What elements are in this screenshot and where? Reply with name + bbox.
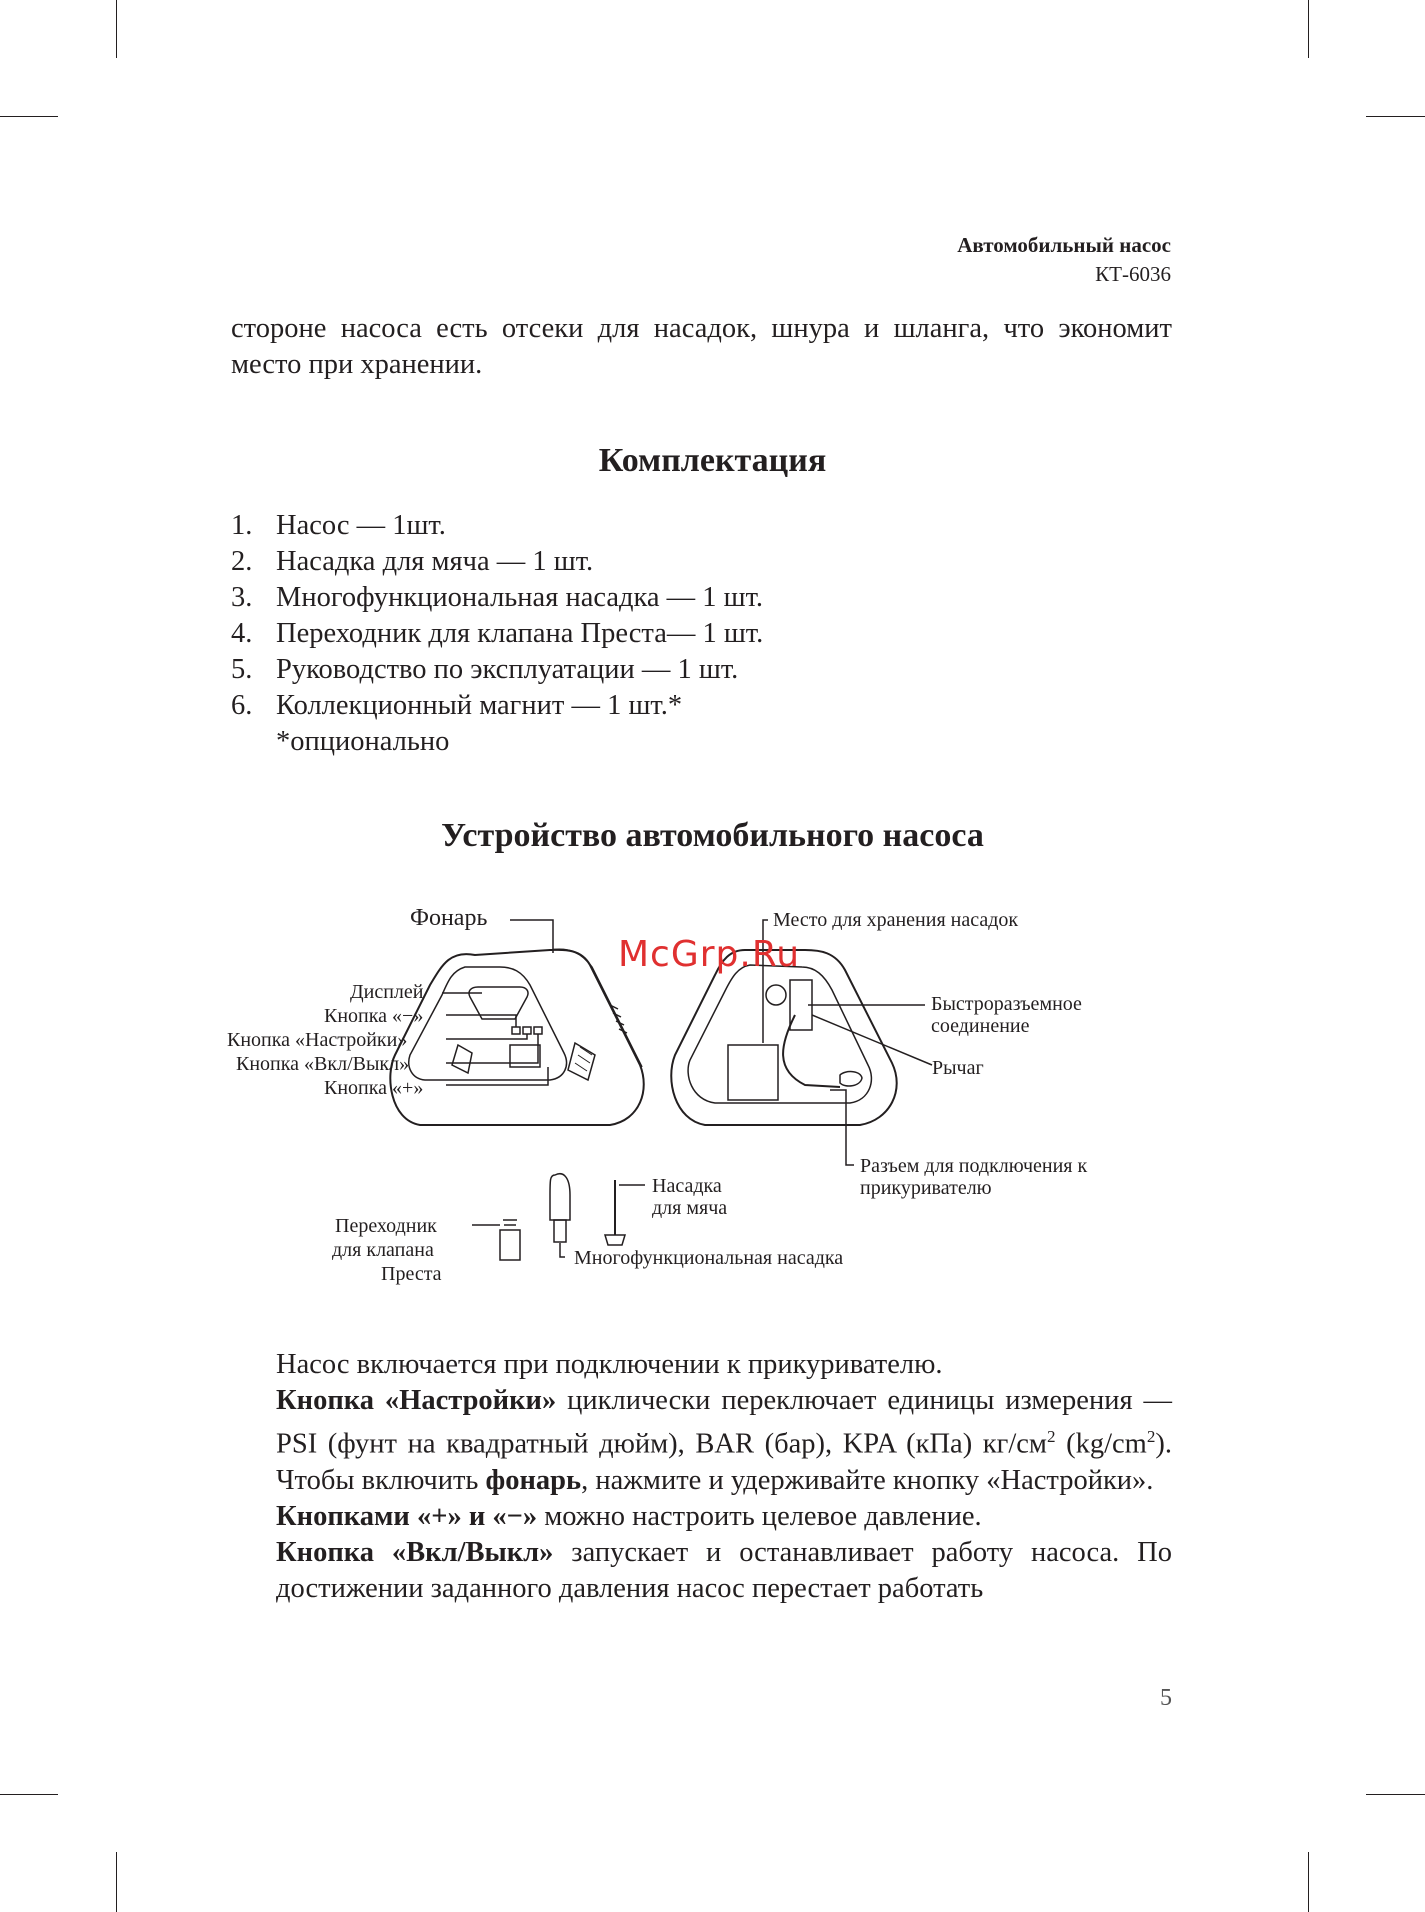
label-socket-1: Разъем для подключения к — [860, 1155, 1088, 1177]
section-title-device: Устройство автомобильного насоса — [441, 817, 984, 854]
label-socket-2: прикуривателю — [860, 1177, 992, 1199]
running-header-model: КТ-6036 — [1095, 262, 1171, 286]
label-presta-1: Переходник — [335, 1215, 437, 1237]
label-lever: Рычаг — [932, 1057, 984, 1079]
crop-mark — [116, 1852, 117, 1912]
list-item: 3. Многофункциональная насадка — 1 шт. — [231, 582, 764, 613]
label-flashlight: Фонарь — [410, 905, 488, 931]
crop-mark — [0, 116, 58, 117]
list-item: 5. Руководство по эксплуатации — 1 шт. — [231, 654, 739, 685]
crop-mark — [1308, 1852, 1309, 1912]
list-item: 4. Переходник для клапана Преста— 1 шт. — [231, 618, 764, 649]
label-ball-nozzle-2: для мяча — [652, 1197, 728, 1219]
label-quick-connect-2: соединение — [931, 1015, 1030, 1037]
list-note: *опционально — [276, 726, 450, 757]
list-item: 6. Коллекционный магнит — 1 шт.* — [231, 690, 683, 721]
section-title-kit: Комплектация — [598, 442, 827, 479]
label-presta-3: Преста — [381, 1263, 442, 1285]
paragraph: Кнопка «Вкл/Выкл» запускает и останавливает работу насоса. По достижении заданного давления насос перестает работать — [276, 1536, 1172, 1604]
running-header-title: Автомобильный насос — [957, 233, 1171, 257]
label-presta-2: для клапана — [332, 1239, 434, 1261]
label-minus-button: Кнопка «−» — [324, 1005, 424, 1027]
kit-list — [231, 508, 763, 760]
label-plus-button: Кнопка «+» — [324, 1077, 424, 1099]
label-onoff-button: Кнопка «Вкл/Выкл» — [236, 1053, 410, 1075]
crop-mark — [116, 0, 117, 58]
watermark: McGrp.Ru — [618, 934, 801, 975]
paragraph: Насос включается при подключении к прикуривателю. — [276, 1349, 943, 1380]
label-quick-connect-1: Быстроразъемное — [931, 993, 1082, 1015]
label-display: Дисплей — [350, 981, 424, 1003]
label-multi-nozzle: Многофункциональная насадка — [574, 1247, 844, 1269]
page-number: 5 — [1160, 1685, 1172, 1711]
crop-mark — [1366, 1794, 1425, 1795]
label-ball-nozzle-1: Насадка — [652, 1175, 722, 1197]
label-storage: Место для хранения насадок — [773, 909, 1019, 931]
list-item: 2. Насадка для мяча — 1 шт. — [231, 546, 594, 577]
list-item: 1. Насос — 1шт. — [231, 510, 446, 541]
paragraph: Кнопками «+» и «−» можно настроить целевое давление. — [276, 1500, 982, 1532]
label-settings-button: Кнопка «Настройки» — [227, 1029, 408, 1051]
intro-paragraph: стороне насоса есть отсеки для насадок, шнура и шланга, что экономит место при хранении. — [231, 313, 1172, 380]
paragraph: Кнопка «Настройки» циклически переключает единицы измерения — PSI (фунт на квадратный дюйм), BAR (бар), KPA (кПа) $кг/см^2$ $(kg/cm^2)$. Чтобы включить фонарь, нажмите и удерживайте кнопку «Настройки». — [276, 1385, 1172, 1496]
crop-mark — [0, 1794, 58, 1795]
crop-mark — [1366, 116, 1425, 117]
crop-mark — [1308, 0, 1309, 58]
body-text — [231, 1347, 1172, 1607]
